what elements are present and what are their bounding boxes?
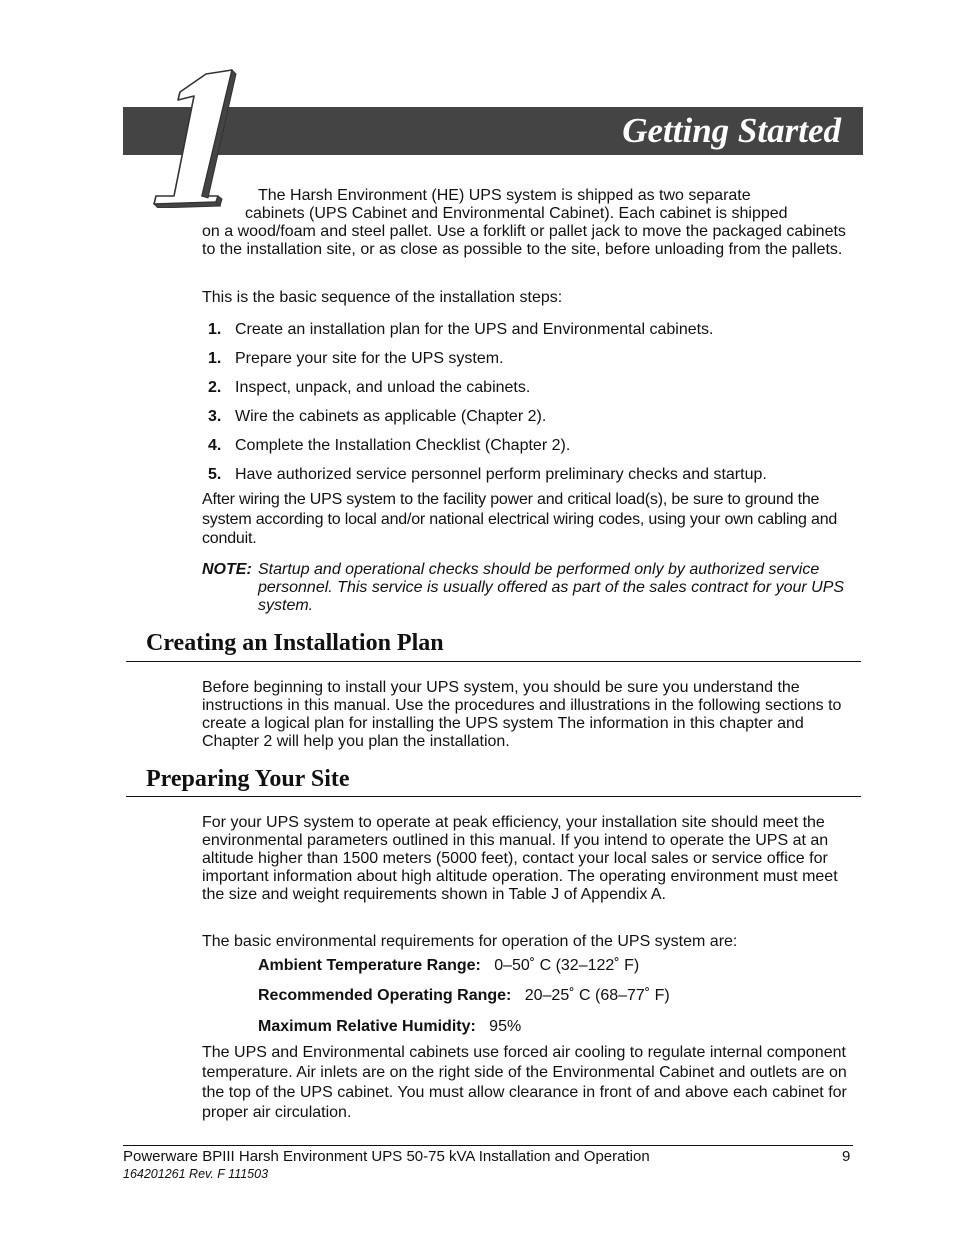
spec-value: 0–50˚ C (32–122˚ F): [494, 957, 640, 974]
list-item-number: 1.: [208, 350, 222, 367]
section-heading-installation-plan: Creating an Installation Plan: [146, 630, 444, 656]
intro-paragraph-rest: on a wood/foam and steel pallet. Use a forklift or pallet jack to move the packaged cabinets to the installation site, or as close as possible to the site, before unloading from the pallets.: [202, 223, 846, 258]
section-divider: [126, 661, 861, 662]
sequence-intro: This is the basic sequence of the installation steps:: [202, 289, 563, 306]
footer-revision: 164201261 Rev. F 111503: [123, 1167, 269, 1181]
spec-value: 95%: [489, 1018, 522, 1035]
section-heading-preparing-site: Preparing Your Site: [146, 766, 350, 792]
list-item: [208, 350, 504, 368]
preparing-site-paragraph: For your UPS system to operate at peak efficiency, your installation site should meet the environmental parameters outlined in this manual. If you intend to operate the UPS at an altitude higher than 1500 meters (5000 feet), contact your local sales or service office for important information about high altitude operation. The operating environment must meet the size and weight requirements shown in Table J of Appendix A.: [202, 814, 838, 903]
list-item-number: 3.: [208, 408, 222, 425]
list-item-number: 5.: [208, 466, 222, 483]
list-item-text: Inspect, unpack, and unload the cabinets.: [235, 379, 531, 396]
after-wiring-paragraph: After wiring the UPS system to the facility power and critical load(s), be sure to ground the system according to local and/or national electrical wiring codes, using your own cabling and conduit.: [202, 491, 838, 547]
spec-label: Maximum Relative Humidity:: [258, 1018, 476, 1035]
list-item: [208, 321, 714, 339]
list-item-text: Complete the Installation Checklist (Chapter 2).: [235, 437, 571, 454]
intro-line-1: The Harsh Environment (HE) UPS system is shipped as two separate: [258, 187, 751, 204]
note-label: NOTE:: [202, 561, 252, 578]
spec-label: Recommended Operating Range:: [258, 987, 512, 1004]
spec-relative-humidity: [258, 1018, 521, 1036]
list-item-number: 2.: [208, 379, 222, 396]
chapter-title: Getting Started: [622, 111, 841, 150]
spec-value: 20–25˚ C (68–77˚ F): [524, 987, 670, 1004]
list-item-text: Have authorized service personnel perform preliminary checks and startup.: [235, 466, 767, 483]
installation-plan-paragraph: Before beginning to install your UPS system, you should be sure you understand the instructions in this manual. Use the procedures and illustrations in the following sections to create a logical plan for installing the UPS system The information in this chapter and Chapter 2 will help you plan the installation.: [202, 679, 842, 750]
spec-label: Ambient Temperature Range:: [258, 957, 481, 974]
cooling-paragraph: The UPS and Environmental cabinets use forced air cooling to regulate internal component temperature. Air inlets are on the right side of the Environmental Cabinet and outlets are on the top of the UPS cabinet. You must allow clearance in front of and above each cabinet for proper air circulation.: [202, 1044, 847, 1121]
intro-line-2: cabinets (UPS Cabinet and Environmental Cabinet). Each cabinet is shipped: [245, 205, 788, 222]
list-item: [208, 466, 767, 484]
list-item: [208, 379, 530, 397]
list-item-text: Create an installation plan for the UPS and Environmental cabinets.: [235, 321, 714, 338]
list-item-number: 4.: [208, 437, 222, 454]
footer-divider: [123, 1145, 853, 1146]
chapter-number-graphic: [148, 68, 238, 208]
requirements-intro: The basic environmental requirements for operation of the UPS system are:: [202, 933, 738, 950]
list-item: [208, 437, 570, 455]
section-divider: [126, 796, 861, 797]
list-item: [208, 408, 546, 426]
footer-document-title: Powerware BPIII Harsh Environment UPS 50‑75 kVA Installation and Operation: [123, 1148, 650, 1165]
spec-ambient-temperature: [258, 957, 639, 975]
list-item-text: Wire the cabinets as applicable (Chapter 2).: [235, 408, 547, 425]
page-number: 9: [842, 1148, 851, 1165]
spec-operating-range: [258, 987, 670, 1005]
note-text: Startup and operational checks should be performed only by authorized service personnel. This service is usually offered as part of the sales contract for your UPS system.: [258, 561, 845, 614]
list-item-text: Prepare your site for the UPS system.: [235, 350, 504, 367]
list-item-number: 1.: [208, 321, 222, 338]
